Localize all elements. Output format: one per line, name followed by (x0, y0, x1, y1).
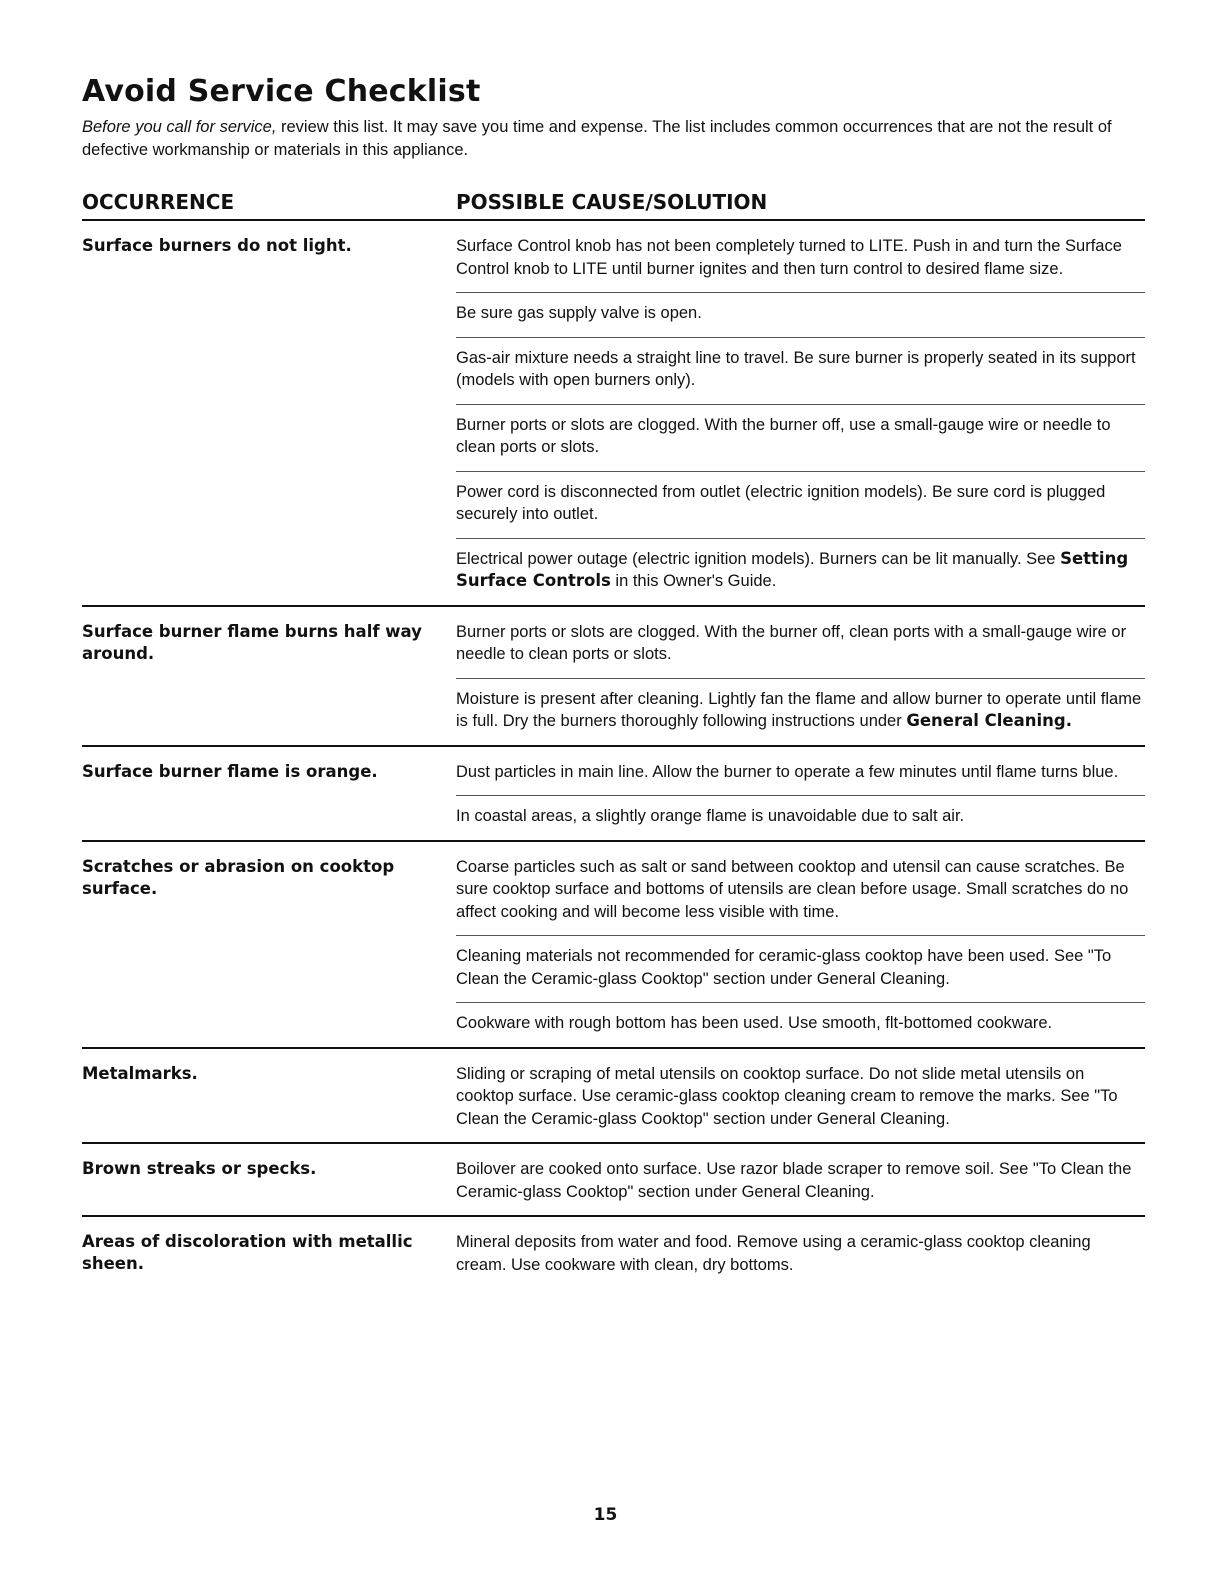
solution-text: In coastal areas, a slightly orange flame is unavoidable due to salt air. (456, 807, 965, 825)
solution-text: Power cord is disconnected from outlet (electric ignition models). Be sure cord is plugged securely into outlet. (456, 482, 1106, 523)
solutions-list (456, 621, 1145, 745)
solution-item (456, 856, 1145, 936)
solution-item (456, 1002, 1145, 1047)
solution-text: Burner ports or slots are clogged. With the burner off, clean ports with a small-gauge wire or needle to clean ports or slots. (456, 622, 1127, 663)
column-headers (82, 189, 1145, 221)
solution-item (456, 795, 1145, 840)
intro-italic: Before you call for service, (82, 118, 277, 136)
solution-text: Sliding or scraping of metal utensils on cooktop surface. Do not slide metal utensils on cooktop surface. Use ceramic-glass cooktop cleaning cream to remove the marks. See "To Clean the Ceramic-glass Cooktop" section under General Cleaning. (456, 1064, 1118, 1128)
occurrence-label: Surface burner flame burns half way around. (82, 621, 422, 663)
checklist-row (82, 1217, 1145, 1288)
checklist-row (82, 221, 1145, 607)
solutions-list (456, 1231, 1145, 1288)
solution-text: Mineral deposits from water and food. Remove using a ceramic-glass cooktop cleaning cream. Use cookware with clean, dry bottoms. (456, 1233, 1091, 1274)
solution-item (456, 292, 1145, 337)
intro-paragraph (82, 116, 1145, 162)
solution-bold-reference: Setting Surface Controls (456, 548, 1129, 590)
occurrence-label: Surface burners do not light. (82, 236, 352, 255)
solutions-list (456, 235, 1145, 605)
occurrence-label: Surface burner flame is orange. (82, 761, 378, 781)
checklist-row (82, 747, 1145, 842)
solution-text: Cookware with rough bottom has been used. Use smooth, flt-bottomed cookware. (456, 1014, 1053, 1032)
solution-text: Dust particles in main line. Allow the burner to operate a few minutes until flame turns blue. (456, 762, 1119, 781)
solution-item (456, 1231, 1145, 1288)
solution-item (456, 404, 1145, 471)
solution-item (456, 761, 1145, 796)
solution-item (456, 935, 1145, 1002)
solution-text: Surface Control knob has not been completely turned to LITE. Push in and turn the Surface Control knob to LITE until burner ignites and then turn control to desired flame size. (456, 237, 1122, 278)
page-title: Avoid Service Checklist (82, 74, 481, 109)
solution-text: Burner ports or slots are clogged. With the burner off, use a small-gauge wire or needle to clean ports or slots. (456, 415, 1111, 456)
solution-item (456, 1158, 1145, 1215)
checklist-row (82, 1144, 1145, 1217)
solution-text: Cleaning materials not recommended for ceramic-glass cooktop have been used. See "To Clean the Ceramic-glass Cooktop" section under General Cleaning. (456, 947, 1112, 988)
intro-text: review this list. It may save you time and expense. The list includes common occurrences that are not the result of defective workmanship or materials in this appliance. (82, 118, 1112, 159)
document-page (82, 72, 1145, 1288)
occurrence-label: Areas of discoloration with metallic sheen. (82, 1232, 413, 1273)
solutions-list (456, 1063, 1145, 1143)
solution-item (456, 678, 1145, 745)
page-number: 15 (593, 1505, 618, 1525)
checklist-row (82, 842, 1145, 1049)
solution-item (456, 337, 1145, 404)
solutions-list (456, 1158, 1145, 1215)
header-solution: POSSIBLE CAUSE/SOLUTION (456, 190, 768, 214)
solution-text: Gas-air mixture needs a straight line to travel. Be sure burner is properly seated in its support (models with open burners only). (456, 348, 1136, 389)
solution-item (456, 471, 1145, 538)
solution-text: Boilover are cooked onto surface. Use razor blade scraper to remove soil. See "To Clean the Ceramic-glass Cooktop" section under General Cleaning. (456, 1160, 1132, 1201)
solution-item (456, 621, 1145, 678)
checklist-table (82, 221, 1145, 1288)
solution-item (456, 235, 1145, 292)
solution-text-after: in this Owner's Guide. (610, 572, 777, 590)
solution-bold-reference: General Cleaning. (906, 711, 1072, 730)
checklist-row (82, 607, 1145, 747)
solution-text: Be sure gas supply valve is open. (456, 304, 702, 322)
header-occurrence: OCCURRENCE (82, 190, 235, 214)
solutions-list (456, 856, 1145, 1047)
occurrence-label: Brown streaks or specks. (82, 1159, 317, 1178)
solutions-list (456, 761, 1145, 840)
occurrence-label: Scratches or abrasion on cooktop surface. (82, 856, 395, 898)
solution-text: Electrical power outage (electric ignition models). Burners can be lit manually. See (456, 549, 1061, 568)
occurrence-label: Metalmarks. (82, 1063, 198, 1083)
solution-text: Coarse particles such as salt or sand between cooktop and utensil can cause scratches. Be sure cooktop surface and bottoms of utensils are clean before usage. Small scratches do no affect cooking and will become less visible with time. (456, 857, 1129, 921)
checklist-row (82, 1049, 1145, 1145)
solution-text: Moisture is present after cleaning. Lightly fan the flame and allow burner to operate until flame is full. Dry the burners thoroughly following instructions under (456, 689, 1142, 730)
solution-item (456, 1063, 1145, 1143)
solution-item (456, 538, 1145, 605)
